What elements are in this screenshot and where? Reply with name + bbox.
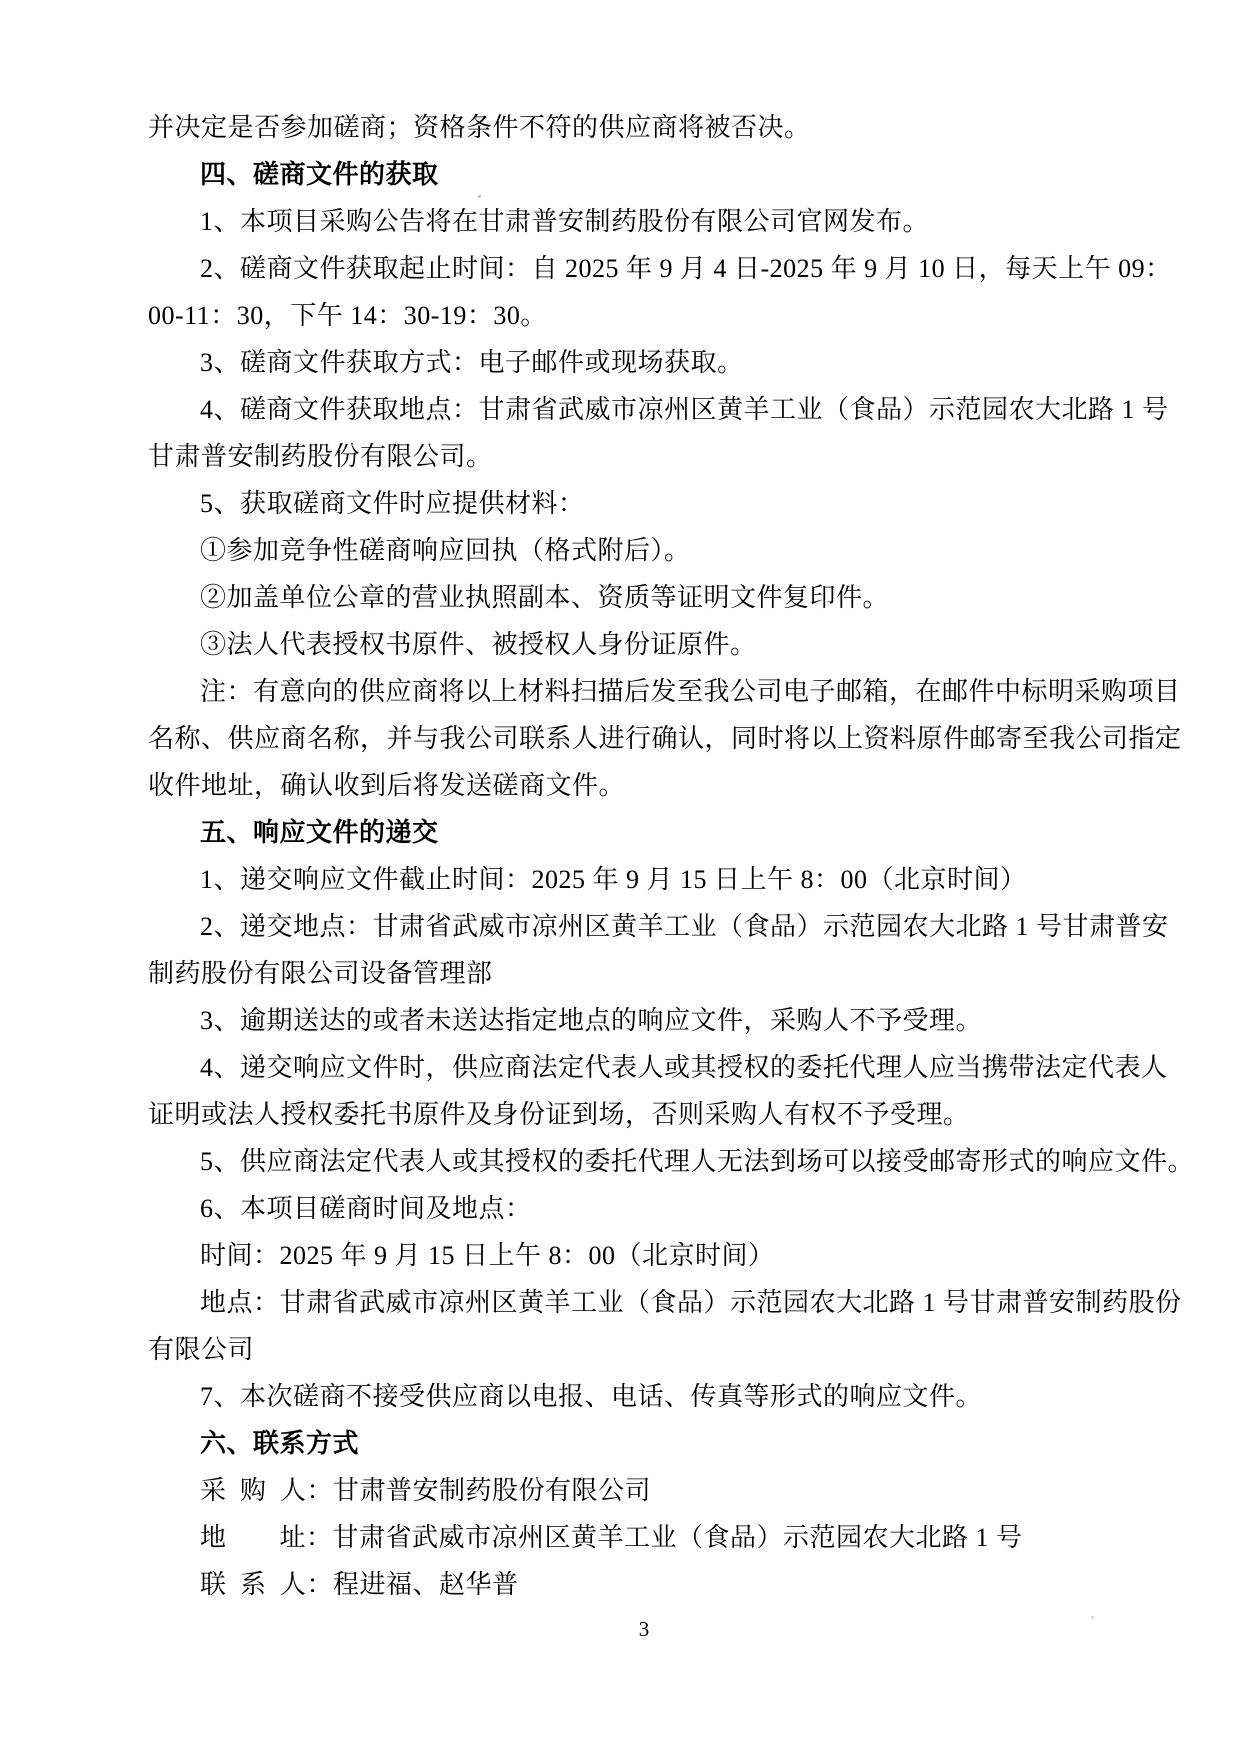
text-line: 有限公司 — [148, 1335, 255, 1364]
scan-speck — [478, 195, 481, 198]
text-line: 甘肃普安制药股份有限公司。 — [148, 442, 493, 471]
text-line: ②加盖单位公章的营业执照副本、资质等证明文件复印件。 — [200, 583, 890, 612]
heading-section-5: 五、响应文件的递交 — [200, 818, 439, 847]
text-line: 收件地址，确认收到后将发送磋商文件。 — [148, 771, 626, 800]
heading-section-6: 六、联系方式 — [200, 1429, 360, 1458]
page-number: 3 — [638, 1617, 650, 1641]
text-line: 2、磋商文件获取起止时间：自 2025 年 9 月 4 日-2025 年 9 月 10 日，每天上午 09： — [200, 254, 1172, 283]
text-line: 3、磋商文件获取方式：电子邮件或现场获取。 — [200, 348, 744, 377]
scan-speck — [1091, 1616, 1094, 1619]
text-line: 证明或法人授权委托书原件及身份证到场，否则采购人有权不予受理。 — [148, 1100, 970, 1129]
text-line: 1、本项目采购公告将在甘肃普安制药股份有限公司官网发布。 — [200, 207, 930, 236]
contact-purchaser-line: 采 购 人：甘肃普安制药股份有限公司 — [200, 1476, 652, 1505]
text-line: 5、供应商法定代表人或其授权的委托代理人无法到场可以接受邮寄形式的响应文件。 — [200, 1147, 1195, 1176]
contact-person-line: 联 系 人：程进福、赵华普 — [200, 1570, 519, 1599]
text-line: 2、递交地点：甘肃省武威市凉州区黄羊工业（食品）示范园农大北路 1 号甘肃普安 — [200, 912, 1169, 941]
text-line: 6、本项目磋商时间及地点： — [200, 1194, 532, 1223]
text-line: 并决定是否参加磋商；资格条件不符的供应商将被否决。 — [148, 113, 811, 142]
text-line: 4、磋商文件获取地点：甘肃省武威市凉州区黄羊工业（食品）示范园农大北路 1 号 — [200, 395, 1169, 424]
text-line: ③法人代表授权书原件、被授权人身份证原件。 — [200, 630, 757, 659]
document-body — [148, 104, 1195, 1608]
contact-address-line: 地 址：甘肃省武威市凉州区黄羊工业（食品）示范园农大北路 1 号 — [200, 1523, 1023, 1552]
text-line: 5、获取磋商文件时应提供材料： — [200, 489, 585, 518]
text-line: 4、递交响应文件时，供应商法定代表人或其授权的委托代理人应当携带法定代表人 — [200, 1053, 1168, 1082]
text-line: 制药股份有限公司设备管理部 — [148, 959, 493, 988]
text-line: 名称、供应商名称，并与我公司联系人进行确认，同时将以上资料原件邮寄至我公司指定 — [148, 724, 1182, 753]
text-line: 时间：2025 年 9 月 15 日上午 8：00（北京时间） — [200, 1241, 775, 1270]
heading-section-4: 四、磋商文件的获取 — [200, 160, 439, 189]
text-line: ①参加竞争性磋商响应回执（格式附后）。 — [200, 536, 691, 565]
text-line: 3、逾期送达的或者未送达指定地点的响应文件，采购人不予受理。 — [200, 1006, 983, 1035]
text-line: 7、本次磋商不接受供应商以电报、电话、传真等形式的响应文件。 — [200, 1382, 983, 1411]
text-line: 地点：甘肃省武威市凉州区黄羊工业（食品）示范园农大北路 1 号甘肃普安制药股份 — [200, 1288, 1182, 1317]
text-line: 00-11：30，下午 14：30-19：30。 — [148, 301, 547, 330]
text-line: 1、递交响应文件截止时间：2025 年 9 月 15 日上午 8：00（北京时间） — [200, 865, 1027, 894]
text-line: 注：有意向的供应商将以上材料扫描后发至我公司电子邮箱，在邮件中标明采购项目 — [200, 677, 1181, 706]
